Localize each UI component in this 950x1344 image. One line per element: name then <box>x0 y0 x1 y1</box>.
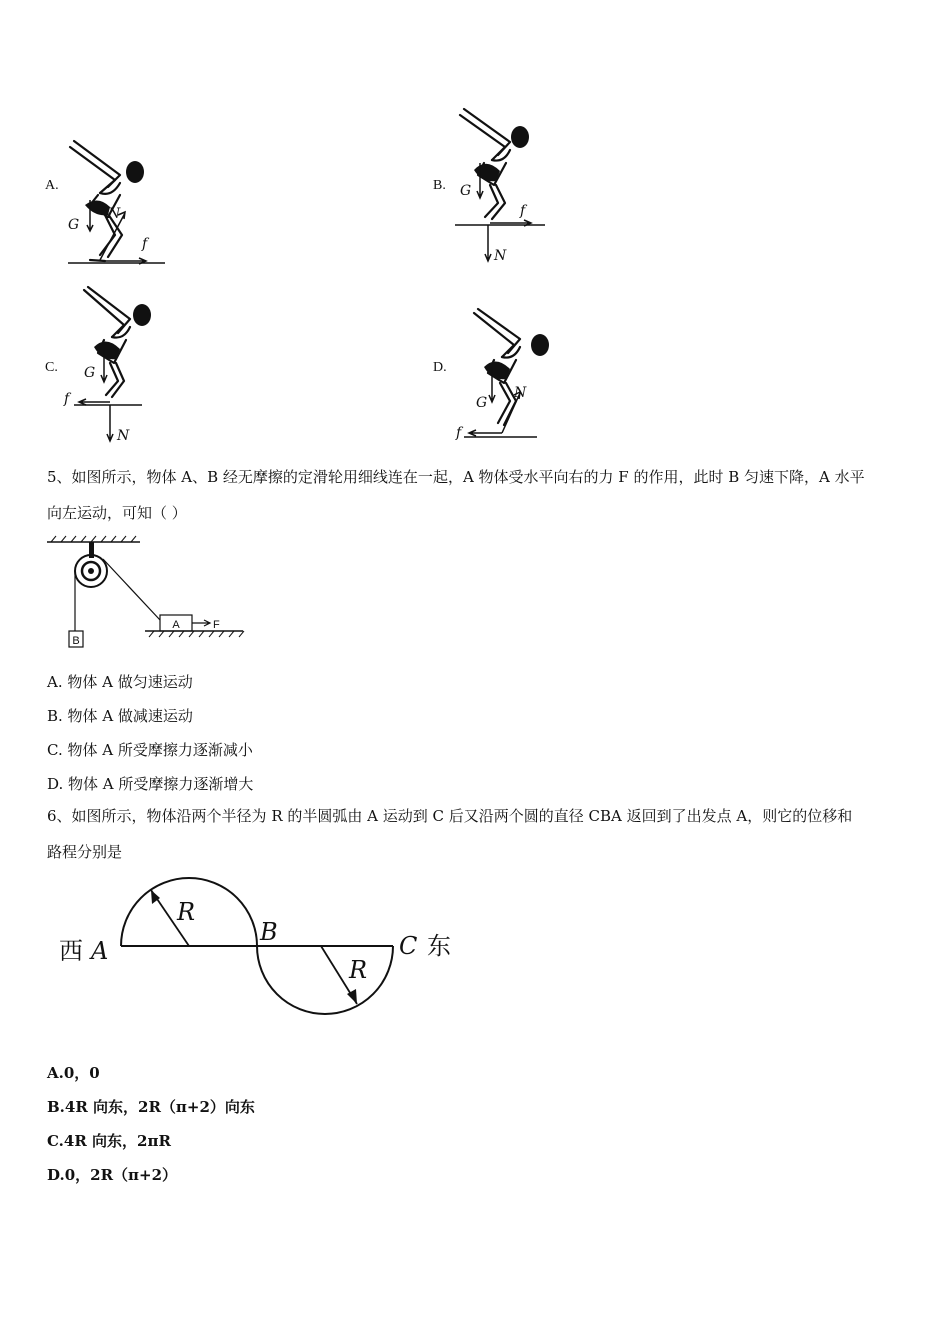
question-6-stem <box>47 798 907 870</box>
semicircle-path-diagram <box>55 878 465 1028</box>
force-label-f: f <box>142 236 148 252</box>
radius-label-2: R <box>349 956 368 984</box>
block-a: A <box>172 619 180 631</box>
q6-option-a[interactable]: A.0，0 <box>47 1064 100 1082</box>
point-c: C <box>399 932 418 960</box>
q5-option-b[interactable]: B. 物体 A 做减速运动 <box>47 707 193 725</box>
point-b: B <box>260 918 278 946</box>
point-a: A <box>91 937 109 965</box>
question-5-stem <box>47 459 907 531</box>
q5-option-c[interactable]: C. 物体 A 所受摩擦力逐渐减小 <box>47 741 253 759</box>
force-label-n: N <box>117 428 130 444</box>
question-6-line-2: 路程分别是 <box>47 843 123 861</box>
force-label-g: G <box>68 217 80 233</box>
q6-option-b[interactable]: B.4R 向东，2R（π+2）向东 <box>47 1098 255 1116</box>
block-b: B <box>72 635 80 647</box>
question-5-line-2: 向左运动，可知（ ） <box>47 504 187 522</box>
option-b-label: B. <box>433 178 446 193</box>
diver-figure-d <box>452 305 562 445</box>
q5-option-d[interactable]: D. 物体 A 所受摩擦力逐渐增大 <box>47 775 254 793</box>
q6-option-c[interactable]: C.4R 向东，2πR <box>47 1132 171 1150</box>
force-label-g: G <box>84 365 96 381</box>
q6-option-d[interactable]: D.0，2R（π+2） <box>47 1166 178 1184</box>
diver-figure-b <box>450 105 560 265</box>
force-label-g: G <box>476 395 488 411</box>
force-label-f: f <box>456 425 462 441</box>
force-label-n: N <box>108 206 121 222</box>
option-a-label: A. <box>45 178 59 193</box>
label-west: 西 <box>59 937 83 965</box>
force-label-f: f <box>520 203 526 219</box>
q5-option-a[interactable]: A. 物体 A 做匀速运动 <box>47 673 193 691</box>
diver-figure-c <box>62 285 172 445</box>
radius-label-1: R <box>177 898 196 926</box>
option-c-label: C. <box>45 360 58 375</box>
force-label-n: N <box>494 248 507 264</box>
force-label-g: G <box>460 183 472 199</box>
force-label-f: f <box>64 391 70 407</box>
diver-figure-a <box>60 135 170 270</box>
option-d-label: D. <box>433 360 447 375</box>
label-east: 东 <box>427 932 451 960</box>
force-label-f: F <box>213 619 220 631</box>
question-6-line-1: 6、如图所示，物体沿两个半径为 R 的半圆弧由 A 运动到 C 后又沿两个圆的直径 CBA 返回到了出发点 A，则它的位移和 <box>47 807 853 825</box>
pulley-diagram <box>45 535 250 650</box>
question-5-line-1: 5、如图所示，物体 A、B 经无摩擦的定滑轮用细线连在一起，A 物体受水平向右的力 F 的作用，此时 B 匀速下降，A 水平 <box>47 468 865 486</box>
force-label-n: N <box>514 385 527 401</box>
